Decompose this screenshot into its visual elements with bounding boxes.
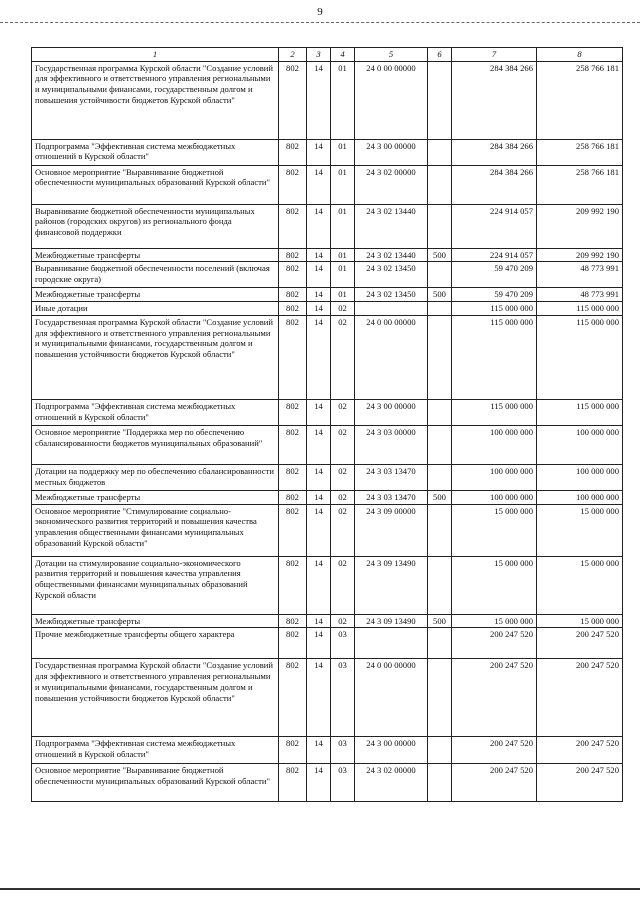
row-cell-col-8: 258 766 181 xyxy=(537,139,623,165)
row-cell-col-3: 14 xyxy=(307,737,331,764)
row-cell-col-6 xyxy=(428,504,452,556)
table-row xyxy=(32,556,623,614)
row-cell-col-5: 24 3 02 13450 xyxy=(355,288,428,302)
row-cell-col-2: 802 xyxy=(279,302,307,316)
row-cell-col-4: 01 xyxy=(331,248,355,262)
table-row xyxy=(32,315,623,399)
row-cell-col-8: 15 000 000 xyxy=(537,556,623,614)
row-name-cell: Государственная программа Курской области "Создание условий для эффективного и ответственного управления региональными и муниципальными финансами, государственным долгом и повышения устойчивости бюджетов Курской области" xyxy=(32,659,279,737)
row-cell-col-2: 802 xyxy=(279,204,307,248)
row-cell-col-6 xyxy=(428,315,452,399)
row-cell-col-4: 02 xyxy=(331,425,355,464)
table-row xyxy=(32,490,623,504)
row-cell-col-3: 14 xyxy=(307,302,331,316)
table-row xyxy=(32,302,623,316)
row-cell-col-7: 284 384 266 xyxy=(452,61,537,139)
row-cell-col-7: 284 384 266 xyxy=(452,139,537,165)
row-cell-col-4: 02 xyxy=(331,464,355,490)
row-cell-col-8: 100 000 000 xyxy=(537,425,623,464)
row-name-cell: Государственная программа Курской области "Создание условий для эффективного и ответственного управления региональными и муниципальными финансами, государственным долгом и повышения устойчивости бюджетов Курской области" xyxy=(32,315,279,399)
table-row xyxy=(32,764,623,802)
header-col-4: 4 xyxy=(331,48,355,62)
row-name-cell: Прочие межбюджетные трансферты общего характера xyxy=(32,628,279,659)
row-cell-col-7: 100 000 000 xyxy=(452,490,537,504)
row-cell-col-6 xyxy=(428,204,452,248)
row-cell-col-3: 14 xyxy=(307,399,331,425)
row-cell-col-2: 802 xyxy=(279,165,307,204)
row-name-cell: Межбюджетные трансферты xyxy=(32,490,279,504)
row-cell-col-4: 03 xyxy=(331,737,355,764)
row-name-cell: Межбюджетные трансферты xyxy=(32,288,279,302)
bottom-rule xyxy=(0,888,640,890)
header-col-3: 3 xyxy=(307,48,331,62)
row-cell-col-7: 200 247 520 xyxy=(452,659,537,737)
row-cell-col-6 xyxy=(428,262,452,288)
row-cell-col-8: 115 000 000 xyxy=(537,302,623,316)
row-cell-col-6 xyxy=(428,61,452,139)
row-cell-col-5: 24 3 03 13470 xyxy=(355,464,428,490)
row-cell-col-5: 24 3 00 00000 xyxy=(355,399,428,425)
header-col-6: 6 xyxy=(428,48,452,62)
row-cell-col-5: 24 3 09 13490 xyxy=(355,556,428,614)
row-cell-col-2: 802 xyxy=(279,288,307,302)
row-cell-col-8: 48 773 991 xyxy=(537,262,623,288)
row-name-cell: Основное мероприятие "Стимулирование социально-экономического развития территорий и повышения качества управления общественными финансами муниципальных образований Курской области" xyxy=(32,504,279,556)
table-row xyxy=(32,61,623,139)
row-cell-col-2: 802 xyxy=(279,139,307,165)
row-cell-col-6: 500 xyxy=(428,490,452,504)
row-cell-col-4: 03 xyxy=(331,659,355,737)
row-name-cell: Подпрограмма "Эффективная система межбюджетных отношений в Курской области" xyxy=(32,399,279,425)
row-cell-col-7: 100 000 000 xyxy=(452,425,537,464)
row-cell-col-5: 24 3 09 13490 xyxy=(355,614,428,628)
row-cell-col-7: 284 384 266 xyxy=(452,165,537,204)
row-cell-col-6: 500 xyxy=(428,248,452,262)
header-row xyxy=(32,48,623,62)
row-cell-col-4: 02 xyxy=(331,614,355,628)
row-cell-col-4: 03 xyxy=(331,764,355,802)
row-cell-col-6 xyxy=(428,165,452,204)
row-cell-col-3: 14 xyxy=(307,165,331,204)
row-cell-col-7: 59 470 209 xyxy=(452,288,537,302)
row-cell-col-5: 24 3 02 00000 xyxy=(355,764,428,802)
row-name-cell: Межбюджетные трансферты xyxy=(32,614,279,628)
row-name-cell: Основное мероприятие "Поддержка мер по обеспечению сбалансированности бюджетов муниципальных образований" xyxy=(32,425,279,464)
table-row xyxy=(32,464,623,490)
row-cell-col-7: 100 000 000 xyxy=(452,464,537,490)
table-row xyxy=(32,165,623,204)
row-cell-col-4: 02 xyxy=(331,504,355,556)
row-cell-col-6 xyxy=(428,737,452,764)
row-name-cell: Дотации на стимулирование социально-экономического развития территорий и повышения качества управления общественными финансами муниципальных образований Курской области xyxy=(32,556,279,614)
row-cell-col-8: 209 992 190 xyxy=(537,204,623,248)
row-cell-col-5: 24 3 03 13470 xyxy=(355,490,428,504)
row-cell-col-4: 01 xyxy=(331,61,355,139)
row-cell-col-7: 115 000 000 xyxy=(452,302,537,316)
row-cell-col-4: 02 xyxy=(331,490,355,504)
row-cell-col-8: 200 247 520 xyxy=(537,764,623,802)
row-cell-col-4: 01 xyxy=(331,139,355,165)
header-col-8: 8 xyxy=(537,48,623,62)
row-cell-col-2: 802 xyxy=(279,399,307,425)
row-name-cell: Дотации на поддержку мер по обеспечению сбалансированности местных бюджетов xyxy=(32,464,279,490)
row-cell-col-3: 14 xyxy=(307,556,331,614)
row-name-cell: Иные дотации xyxy=(32,302,279,316)
row-cell-col-2: 802 xyxy=(279,61,307,139)
row-cell-col-2: 802 xyxy=(279,614,307,628)
row-cell-col-6 xyxy=(428,399,452,425)
row-cell-col-6 xyxy=(428,139,452,165)
row-cell-col-2: 802 xyxy=(279,490,307,504)
row-cell-col-8: 100 000 000 xyxy=(537,490,623,504)
row-cell-col-2: 802 xyxy=(279,659,307,737)
row-cell-col-4: 02 xyxy=(331,315,355,399)
table-row xyxy=(32,614,623,628)
table-row xyxy=(32,399,623,425)
row-cell-col-3: 14 xyxy=(307,139,331,165)
row-name-cell: Подпрограмма "Эффективная система межбюджетных отношений в Курской области" xyxy=(32,139,279,165)
row-cell-col-4: 01 xyxy=(331,204,355,248)
row-cell-col-7: 200 247 520 xyxy=(452,737,537,764)
row-cell-col-5: 24 3 09 00000 xyxy=(355,504,428,556)
row-name-cell: Государственная программа Курской области "Создание условий для эффективного и ответственного управления региональными и муниципальными финансами, государственным долгом и повышения устойчивости бюджетов Курской области" xyxy=(32,61,279,139)
row-cell-col-7: 15 000 000 xyxy=(452,556,537,614)
row-cell-col-3: 14 xyxy=(307,764,331,802)
row-cell-col-8: 200 247 520 xyxy=(537,737,623,764)
row-cell-col-6 xyxy=(428,764,452,802)
header-col-5: 5 xyxy=(355,48,428,62)
row-name-cell: Основное мероприятие "Выравнивание бюджетной обеспеченности муниципальных образований Курской области" xyxy=(32,165,279,204)
row-cell-col-6: 500 xyxy=(428,614,452,628)
row-cell-col-3: 14 xyxy=(307,204,331,248)
row-cell-col-6 xyxy=(428,628,452,659)
table-row xyxy=(32,262,623,288)
row-cell-col-8: 100 000 000 xyxy=(537,464,623,490)
row-cell-col-7: 224 914 057 xyxy=(452,248,537,262)
row-cell-col-5 xyxy=(355,628,428,659)
row-cell-col-3: 14 xyxy=(307,464,331,490)
row-cell-col-4: 01 xyxy=(331,288,355,302)
table-row xyxy=(32,504,623,556)
row-cell-col-2: 802 xyxy=(279,764,307,802)
row-cell-col-3: 14 xyxy=(307,262,331,288)
row-cell-col-3: 14 xyxy=(307,504,331,556)
row-cell-col-8: 209 992 190 xyxy=(537,248,623,262)
row-cell-col-6 xyxy=(428,464,452,490)
row-name-cell: Основное мероприятие "Выравнивание бюджетной обеспеченности муниципальных образований Курской области" xyxy=(32,764,279,802)
row-cell-col-8: 200 247 520 xyxy=(537,628,623,659)
table-row xyxy=(32,139,623,165)
row-cell-col-8: 48 773 991 xyxy=(537,288,623,302)
row-cell-col-8: 115 000 000 xyxy=(537,315,623,399)
row-cell-col-5: 24 3 00 00000 xyxy=(355,139,428,165)
row-cell-col-7: 15 000 000 xyxy=(452,614,537,628)
row-cell-col-3: 14 xyxy=(307,315,331,399)
row-cell-col-3: 14 xyxy=(307,61,331,139)
row-cell-col-4: 02 xyxy=(331,399,355,425)
row-cell-col-3: 14 xyxy=(307,248,331,262)
table-row xyxy=(32,659,623,737)
budget-table xyxy=(31,47,623,802)
row-cell-col-8: 15 000 000 xyxy=(537,504,623,556)
row-name-cell: Выравнивание бюджетной обеспеченности муниципальных районов (городских округов) из регионального фонда финансовой поддержки xyxy=(32,204,279,248)
row-cell-col-8: 258 766 181 xyxy=(537,61,623,139)
row-cell-col-3: 14 xyxy=(307,659,331,737)
top-rule xyxy=(0,22,640,23)
row-cell-col-2: 802 xyxy=(279,464,307,490)
row-cell-col-8: 15 000 000 xyxy=(537,614,623,628)
table-row xyxy=(32,737,623,764)
table-row xyxy=(32,204,623,248)
row-cell-col-3: 14 xyxy=(307,288,331,302)
row-cell-col-5: 24 3 02 00000 xyxy=(355,165,428,204)
row-cell-col-2: 802 xyxy=(279,248,307,262)
row-name-cell: Выравнивание бюджетной обеспеченности поселений (включая городские округа) xyxy=(32,262,279,288)
row-name-cell: Межбюджетные трансферты xyxy=(32,248,279,262)
row-cell-col-7: 200 247 520 xyxy=(452,628,537,659)
row-cell-col-7: 59 470 209 xyxy=(452,262,537,288)
row-cell-col-2: 802 xyxy=(279,737,307,764)
row-name-cell: Подпрограмма "Эффективная система межбюджетных отношений в Курской области" xyxy=(32,737,279,764)
row-cell-col-3: 14 xyxy=(307,614,331,628)
table-row xyxy=(32,288,623,302)
row-cell-col-6: 500 xyxy=(428,288,452,302)
row-cell-col-5: 24 0 00 00000 xyxy=(355,659,428,737)
header-col-2: 2 xyxy=(279,48,307,62)
row-cell-col-5: 24 3 02 13450 xyxy=(355,262,428,288)
row-cell-col-5: 24 3 02 13440 xyxy=(355,204,428,248)
row-cell-col-2: 802 xyxy=(279,556,307,614)
row-cell-col-4: 02 xyxy=(331,556,355,614)
page-number: 9 xyxy=(317,6,323,18)
row-cell-col-5: 24 0 00 00000 xyxy=(355,315,428,399)
row-cell-col-7: 115 000 000 xyxy=(452,399,537,425)
header-col-7: 7 xyxy=(452,48,537,62)
row-cell-col-5: 24 3 00 00000 xyxy=(355,737,428,764)
row-cell-col-4: 02 xyxy=(331,302,355,316)
table-row xyxy=(32,628,623,659)
row-cell-col-6 xyxy=(428,659,452,737)
row-cell-col-3: 14 xyxy=(307,425,331,464)
row-cell-col-7: 224 914 057 xyxy=(452,204,537,248)
row-cell-col-2: 802 xyxy=(279,628,307,659)
row-cell-col-3: 14 xyxy=(307,490,331,504)
row-cell-col-6 xyxy=(428,556,452,614)
row-cell-col-5: 24 3 02 13440 xyxy=(355,248,428,262)
row-cell-col-5: 24 3 03 00000 xyxy=(355,425,428,464)
row-cell-col-2: 802 xyxy=(279,315,307,399)
row-cell-col-7: 200 247 520 xyxy=(452,764,537,802)
row-cell-col-5: 24 0 00 00000 xyxy=(355,61,428,139)
row-cell-col-2: 802 xyxy=(279,504,307,556)
table-row xyxy=(32,425,623,464)
row-cell-col-4: 03 xyxy=(331,628,355,659)
row-cell-col-2: 802 xyxy=(279,425,307,464)
row-cell-col-7: 15 000 000 xyxy=(452,504,537,556)
row-cell-col-6 xyxy=(428,425,452,464)
row-cell-col-2: 802 xyxy=(279,262,307,288)
table-row xyxy=(32,248,623,262)
row-cell-col-8: 115 000 000 xyxy=(537,399,623,425)
row-cell-col-4: 01 xyxy=(331,262,355,288)
row-cell-col-8: 200 247 520 xyxy=(537,659,623,737)
row-cell-col-6 xyxy=(428,302,452,316)
row-cell-col-4: 01 xyxy=(331,165,355,204)
row-cell-col-5 xyxy=(355,302,428,316)
header-col-1: 1 xyxy=(32,48,279,62)
row-cell-col-7: 115 000 000 xyxy=(452,315,537,399)
row-cell-col-8: 258 766 181 xyxy=(537,165,623,204)
row-cell-col-3: 14 xyxy=(307,628,331,659)
